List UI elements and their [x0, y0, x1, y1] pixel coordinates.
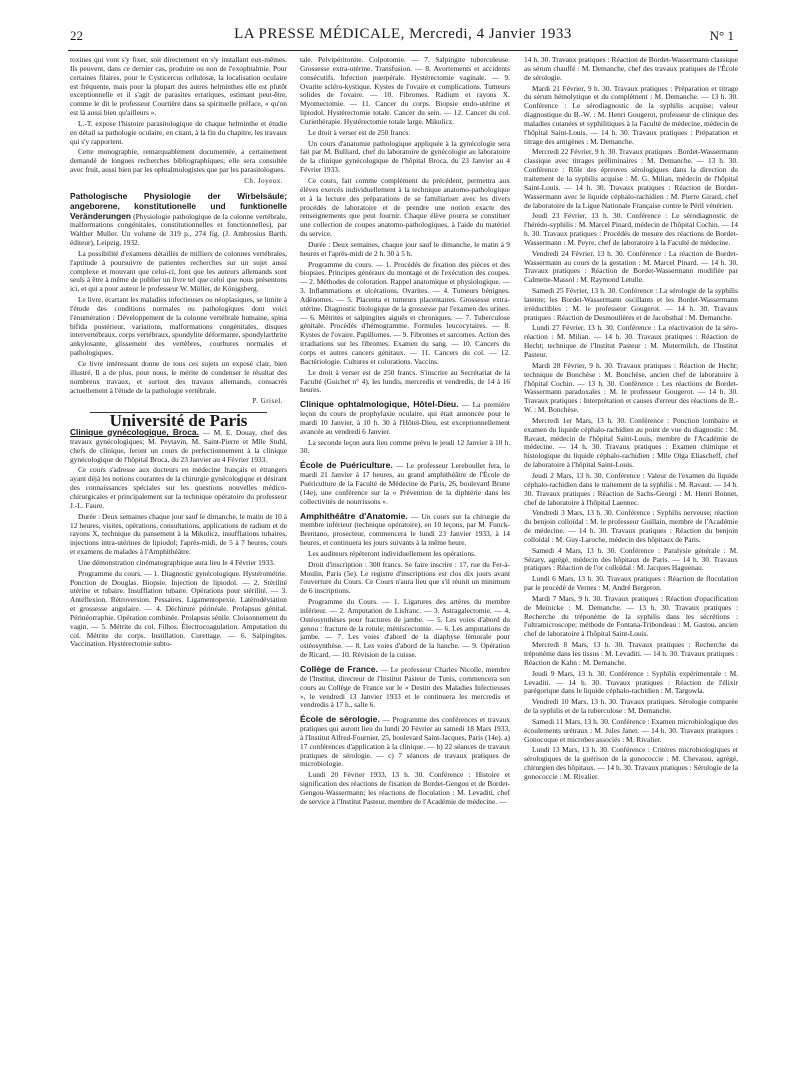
review-paragraph: Ce livre intéressant donne de tous ces sujets un exposé clair, bien illustré. Il a de plus, pour nous, le mérite de condenser le résultat des nombreux travaux, et surtout des travaux allemands, consacrés actuellement à l'étude de la pathologie vertébrale.	[70, 359, 287, 395]
schedule-paragraph: Vendredi 3 Mars, 13 h. 30. Conférence : Syphilis nerveuse; réaction du benjoin colloïdal : M. le professeur Guillain, membre de l'Académie de médecine. — 14 h. 30. Travaux pratiques : Réaction du benjoin colloïdal : M. Guy-Laroche, médecin des hôpitaux de Paris.	[524, 508, 738, 544]
column-3	[524, 56, 738, 784]
notice-text: — La première leçon du cours de prophylaxie oculaire, qui était annoncée pour le mardi 10 Janvier, à 10 h. 30 à l'Hôtel-Dieu, est exceptionnellement avancée au vendredi 6 Janvier.	[300, 400, 510, 436]
notice-paragraph: Droit d'inscription : 300 francs. Se faire inscrire : 17, rue du Fer-à-Moulin, Paris (5e). Le registre d'inscriptions est clos dix jours avant l'ouverture du Cours. Ce Cours n'aura lieu que s'il réunit un minimum de 6 inscriptions.	[300, 559, 510, 596]
schedule-paragraph: Mercredi 1er Mars, 13 h. 30. Conférence : Ponction lombaire et examen du liquide céphalo-rachidien au point de vue du diagnostic : M. Ravaut, médecin de l'hôpital Saint-Louis, membre de l'Académie de médecine. — 14 h. 30. Travaux pratiques : Examen chimique et histologique du liquide céphalo-rachidien : Mlle Olga Eliascheff, chef de laboratoire à l'hôpital Saint-Louis.	[524, 415, 738, 470]
notice-paragraph: Programme du cours. — 1. Diagnostic gynécologique. Hystérométrie. Ponction de Douglas. Biopsie. Injection de lipiodol. — 2. Stérilité utérine et tubaire. Insufflation tubaire. Opérations pour stérilité. — 3. Antéflexion. Rétroversion. Pessaires. Ligamentopexie. Latérodéviation et grossesse angulaire. — 4. Déchirure périnéale. Prolapsus génital. Périnéorraphie. Opération combinée. Prolapsus sénile. Cloisonnement du vagin. — 5. Métrite du col. Filhos. Électrocoagulation. Amputation du col. Métrite du corps. Instillation. Curettage. — 6. Salpingites. Vaccination. Hystérectomie subto-	[70, 568, 287, 649]
schedule-paragraph: Mercredi 22 Février, 9 h. 30. Travaux pratiques : Bordet-Wassermann classique avec titrages préliminaires : M. Demanche. — 13 h. 30. Conférence : Rôle des épreuves sérologiques dans la direction du traitement de la syphilis acquise : M. G. Milian, médecin de l'hôpital Saint-Louis. — 14 h. 30. Travaux pratiques : Réaction de Bordet-Wassermann avec le liquide céphalo-rachidien : M. Pierre Girard, chef de laboratoire de la Ligue Nationale Française contre le Péril vénérien.	[524, 147, 738, 210]
schedule-paragraph: Jeudi 9 Mars, 13 h. 30. Conférence : Syphilis expérimentale : M. Levaditi. — 14 h. 30. Travaux pratiques : Réaction de l'élixir parégorique dans le liquide céphalo-rachidien : M. Targowla.	[524, 668, 738, 696]
notice-text: — Le professeur Charles Nicolle, membre de l'Institut, directeur de l'Institut Pasteur de Tunis, commencera son cours au Collège de France sur le « Destin des Maladies Infectieuses », le vendredi 13 Janvier 1933 et le continuera les mercredis et vendredis à 17 h., salle 6.	[300, 665, 510, 710]
notice-heading: Amphithéâtre d'Anatomie.	[300, 510, 408, 521]
page-header	[68, 26, 738, 51]
notice-paragraph: Un cours d'anatomie pathologique appliquée à la gynécologie sera fait par M. Bulliard, chef du laboratoire de gynécologie au laboratoire de la clinique gynécologique de l'hôpital Broca, du 23 Janvier au 4 Février 1933.	[300, 138, 510, 175]
notice-paragraph: Durée : Deux semaines chaque jour sauf le dimanche, le matin de 10 à 12 heures, visites, opérations, consultations, applications de radium et de rayons X, technique du pansement à la Mikulicz, insufflations tubaires, injections intra-utérines de lipiodol; l'après-midi, de 5 à 7 heures, cours et examens de malades à l'Amphithéâtre.	[70, 511, 287, 557]
schedule-paragraph: Lundi 13 Mars, 13 h. 30. Conférence : Critères microbiologiques et sérologiques de la guérison de la gonococcie : M. Chevassu, agrégé, chirurgien des hôpitaux. — 14 h. 30. Travaux pratiques : Sérologie de la gonococcie : M. Rivalier.	[524, 745, 738, 781]
schedule-paragraph: Samedi 11 Mars, 13 h. 30. Conférence : Examen microbiologique des écoulements urétraux : M. Jules Janet. — 14 h. 30. Travaux pratiques : Gonocoque et microbes associés : M. Rivalier.	[524, 716, 738, 744]
notice-text: — Programme des conférences et travaux pratiques qui auront lieu du lundi 20 Février au samedi 18 Mars 1933, à l'Institut Alfred-Fournier, 25, boulevard Saint-Jacques, Paris (14e). a) 17 conférences d'application à la clinique. — b) 22 séances de travaux pratiques de sérologie. — c) 7 séances de travaux pratiques de microbiologie.	[300, 715, 510, 769]
notice-text: — M. E. Douay, chef des travaux gynécologiques; M. Peytavin, M. Saint-Pierre et Mlle Stuhl, chefs de clinique, feront un cours de perfectionnement à la clinique gynécologique de l'hôpital Broca, du 23 Janvier au 4 Février 1933.	[70, 428, 287, 464]
schedule-paragraph: Mardi 21 Février, 9 h. 30. Travaux pratiques : Préparation et titrage du sérum hémolytique et du complément : M. Demanche. — 13 h. 30. Conférence : Le sérodiagnostic de la syphilis acquise; valeur diagnostique du B.-W. : M. Henri Gougerot, professeur de clinique des maladies cutanées et syphilitiques à la Faculté de médecine, médecin de l'hôpital Saint-Louis. — 14 h. 30. Travaux pratiques : Préparation et titrage des antigènes : M. Demanche.	[524, 83, 738, 146]
schedule-paragraph: Samedi 25 Février, 13 h. 30. Conférence : La sérologie de la syphilis latente; les Bordet-Wassermann oscillants et les Bordet-Wassermann irréductibles : M. le professeur Gougerot. — 14 h. 30. Travaux pratiques : Réaction de Desmoulières et de Jacobsthal : M. Demanche.	[524, 286, 738, 322]
schedule-paragraph: Jeudi 2 Mars, 13 h. 30. Conférence : Valeur de l'examen du liquide céphalo-rachidien dans le traitement de la syphilis : M. Ravaut. — 14 h. 30. Travaux pratiques : Réaction de Sachs-Georgi : M. Henri Bonnet, chef de laboratoire à l'hôpital Laennec.	[524, 470, 738, 507]
journal-title: LA PRESSE MÉDICALE, Mercredi, 4 Janvier 1933	[234, 26, 572, 42]
schedule-paragraph: Lundi 27 Février, 13 h. 30. Conférence : La réactivation de la séro-réaction : M. Milian. — 14 h. 30. Travaux pratiques : Réaction de Hecht; technique de l'Institut Pasteur : M. Mutermilch, de l'Institut Pasteur.	[524, 323, 738, 359]
column-1	[70, 56, 287, 651]
column-2	[300, 56, 510, 809]
notice-paragraph	[300, 665, 510, 710]
schedule-paragraph: Jeudi 23 Février, 13 h. 30. Conférence : Le sérodiagnostic de l'hérédo-syphilis : M. Marcel Pinard, médecin de l'hôpital Cochin. — 14 h. 30. Travaux pratiques : Procédés de mesure des réactions de Bordet-Wassermann : M. Peyre, chef de laboratoire à la Faculté de médecine.	[524, 211, 738, 247]
schedule-paragraph: Vendredi 24 Février, 13 h. 30. Conférence : La réaction de Bordet-Wassermann au cours de la gestation : M. Marcel Pinard. — 14 h. 30. Travaux pratiques : Réaction de Bordet-Wassermann modifiée par Calmette-Massol : M. Raymond Letulle.	[524, 248, 738, 285]
notice-paragraph	[300, 512, 510, 548]
notice-paragraph: tale. Pelvipéritonite. Colpotomie. — 7. Salpingite tuberculeuse. Grossesse extra-utérine. Transfusion. — 8. Avortements et accidents consécutifs. Infection puerpérale. Hystérectomie vaginale. — 9. Ovarite scléro-kystique. Kystes de l'ovaire et complications. Tumeurs solides de l'ovaire. — 10. Fibromes. Radium et rayons X. Myomectomie. — 11. Cancer du corps. Biopsie endo-utérine et lipiodol. Hystérectomie totale. Cancer du sein. — 12. Cancer du col. Curiethérapie. Hystérectomie totale large. Mikulicz.	[300, 55, 510, 126]
notice-paragraph: Ce cours, fait comme complément du précédent, permettra aux élèves exercés individuellement à la technique anatomo-pathologique et à la lecture des préparations de se familiariser avec les divers procédés de laboratoire et de prendre une notion exacte des renseignements que peut fournir. Chaque élève pourra se constituer une collection de coupes anatomo-pathologiques, à l'aide du matériel du service.	[300, 175, 510, 239]
notice-paragraph: Le droit à verser est de 250 francs. S'inscrire au Secrétariat de la Faculté (Guichet n° 4), les lundis, mercredis et vendredis, de 14 à 16 heures.	[300, 367, 510, 395]
notice-heading: Clinique ophtalmologique, Hôtel-Dieu.	[300, 399, 459, 410]
schedule-paragraph: 14 h. 30. Travaux pratiques : Réaction de Bordet-Wassermann classique au sérum chauffé : M. Demanche, chef des travaux pratiques de l'École de sérologie.	[524, 55, 738, 82]
schedule-paragraph: Lundi 6 Mars, 13 h. 30. Travaux pratiques : Réaction de floculation par le procédé de Vernes : M. André Bergeron.	[524, 574, 738, 593]
book-details: (Physiologie pathologique de la colonne vertébrale, malformations congénitales, constitutionnelles et fonctionnelles), par Walther Muller. Un volume de 319 p., 274 fig. (J. Ambrosius Barth, éditeur), Leipzig, 1932.	[70, 211, 287, 248]
book-title: Pathologische Physiologie der Wirbelsäule; angeborene, konstitutionelle und funktionelle Veränderungen	[70, 190, 287, 221]
book-review-heading	[70, 192, 287, 248]
notice-paragraph	[300, 461, 510, 506]
notice-paragraph	[300, 715, 510, 769]
schedule-paragraph: Samedi 4 Mars, 13 h. 30. Conférence : Paralysie générale : M. Sézary, agrégé, médecin des hôpitaux de Paris. — 14 h. 30. Travaux pratiques : Réaction de l'or colloïdal : M. Jacques Haguenau.	[524, 545, 738, 573]
issue-number: N° 1	[709, 28, 734, 43]
schedule-paragraph: Mardi 7 Mars, 9 h. 30. Travaux pratiques : Réaction d'opacification de Meinicke : M. Demanche. — 13 h. 30. Travaux pratiques : Recherche du tréponème de la syphilis dans les sécrétions : l'ultramicroscope; méthode de Fontana-Tribondeau : M. Gastou, ancien chef de laboratoire à l'hôpital Saint-Louis.	[524, 593, 738, 639]
section-title: Université de Paris	[109, 411, 248, 431]
notice-paragraph: Une démonstration cinématographique aura lieu le 4 Février 1933.	[78, 557, 275, 567]
review-paragraph: L.-T. expose l'histoire parasitologique de chaque helminthe et étudie en détail sa pathologie oculaire, en citant, à la fin du chapitre, les travaux qui s'y rapportent.	[70, 118, 287, 146]
notice-text: — Le professeur Lereboullet fera, le mardi 21 Janvier à 17 heures, au grand amphithéâtre de l'École de Puériculture de la Faculté de Médecine de Paris, 26, boulevard Brune (14e), une conférence sur la « Prévention de la diphtérie dans les collectivités de nourrissons ».	[300, 461, 510, 506]
notice-heading: Clinique gynécologique, Broca.	[70, 427, 199, 438]
notice-paragraph: Lundi 20 Février 1933, 13 h. 30. Conférence : Histoire et signification des réactions de fixation de Bordet-Gengou et de Bordet-Gengou-Wassermann; les réactions de floculation : M. Levaditi, chef de service à l'Institut Pasteur, membre de l'Académie de médecine. —	[300, 770, 510, 806]
review-signature: Ch. Joyeux.	[244, 176, 283, 185]
review-paragraph: toxines qui vont s'y fixer, soit directement en s'y installant eux-mêmes. Ils peuvent, dans ce dernier cas, produire ou non de l'exophtalmie. Pour certaines filaires, pour le Cysticercus cellulosæ, la localisation oculaire est fréquente, mais pour la plupart des autres helminthes elle est plutôt exceptionnelle et il s'agit de parasites erratiques, estimant peut-être, comme le dit le professeur Courtière dans sa spirituelle préface, « qu'on est là aussi bien qu'ailleurs ».	[70, 55, 287, 118]
schedule-paragraph: Mardi 28 Février, 9 h. 30. Travaux pratiques : Réaction de Hecht; technique de Bonchèse : M. Bonchèse, ancien chef de laboratoire à l'hôpital Cochin. — 13 h. 30. Conférence : Les réactions de Bordet-Wassermann paradoxales : M. le professeur Gougerot. — 14 h. 30. Travaux pratiques : Interprétation et causes d'erreur des réactions de B.-W. : M. Bonchèse.	[524, 360, 738, 415]
page-number: 22	[70, 28, 83, 43]
notice-paragraph: Programme du cours. — 1. Procédés de fixation des pièces et des biopsies. Principes généraux du montage et de l'exécution des coupes. — 2. Méthodes de coloration. Rappel anatomique et physiologique. — 3. Inflammations et ulcérations. Ovarites. — 4. Tumeurs bénignes. Adénomes. — 5. Placenta et tumeurs placentaires. Grossesse extra-utérine. Diagnostic biologique de la grossesse par l'examen des urines. — 6. Métrites et salpingites aiguës et chroniques. — 7. Tuberculose génitale. Procédés d'hémogramme. Formules leucocytaires. — 8. Kystes de l'ovaire. Papillomes. — 9. Fibromes et sarcomes. Action des irradiations sur les fibromes. Examen du sang. — 10. Cancers du corps et autres cancers génitaux. — 11. Cancers du col. — 12. Bactériologie. Cultures et colorations. Vaccins.	[300, 259, 510, 366]
notice-paragraph	[300, 400, 510, 436]
review-signature: P. Grisel.	[252, 397, 283, 406]
notice-paragraph: Programme du Cours. — 1. Ligatures des artères du membre inférieur. — 2. Amputation de Lisfranc. — 3. Astragalectomie. — 4. Ostéosynthèses pour fractures de jambe. — 5. Les voies d'abord du genou : fracture de la rotule; méniscectomie. — 6. Les amputations de jambe. — 7. Les voies d'abord de la diaphyse fémorale pour ostéosynthèse. — 8. Les voies d'abord de la hanche. — 9. Opération de Ricard. — 10. Révision de la cuisse.	[300, 597, 510, 660]
notice-heading: École de Puériculture.	[300, 460, 393, 471]
notice-paragraph	[70, 428, 287, 464]
notice-paragraph: Les auditeurs répéteront individuellement les opérations.	[308, 548, 476, 558]
review-paragraph: Le livre, écartant les maladies infectieuses ou néoplasiques, se limite à l'étude des conditions normales ou pathologiques dont voici l'énumération : Développement de la colonne vertébrale humaine, spina bifida postérieur, variations, malformations congénitales, disques intervertébraux, corps vertébraux, spondylite déformante, spondylarthrite ankylosante, glissement des vertèbres, courbures normales et pathologiques.	[70, 295, 287, 358]
notice-paragraph: Durée : Deux semaines, chaque jour sauf le dimanche, le matin à 9 heures et l'après-midi de 2 h. 30 à 5 h.	[300, 239, 510, 258]
notice-heading: Collège de France.	[300, 664, 378, 674]
notice-paragraph: Le droit à verser est de 250 francs.	[308, 127, 411, 137]
schedule-paragraph: Vendredi 10 Mars, 13 h. 30. Travaux pratiques. Sérologie comparée de la syphilis et de la tuberculose : M. Demanche.	[524, 697, 738, 716]
notice-paragraph: Ce cours s'adresse aux docteurs en médecine français et étrangers ayant déjà les notions courantes de la chirurgie gynécologique et désirant des connaissances spéciales sur les questions nouvelles médico-chirurgicales et principalement sur la technique opératoire du professeur J.-L. Faure.	[70, 465, 287, 510]
notice-text: — Un cours sur la chirurgie du membre inférieur (technique opératoire), en 10 leçons, par M. Funck-Brentano, prosecteur, commencera le lundi 23 Janvier 1933, à 14 heures, et continuera les jours suivants à la même heure.	[300, 511, 510, 548]
notice-heading: École de sérologie.	[300, 714, 380, 725]
notice-paragraph: La seconde leçon aura lieu comme prévu le jeudi 12 Janvier à 10 h. 30.	[300, 437, 510, 456]
schedule-paragraph: Mercredi 8 Mars, 13 h. 30. Travaux pratiques : Recherche du tréponème dans les tissus : M. Levaditi. — 14 h. 30. Travaux pratiques : Réaction de Kahn : M. Demanche.	[524, 640, 738, 667]
review-paragraph: La possibilité d'examens détaillés de milliers de colonnes vertébrales, l'aptitude à poursuivre de patientes recherches sur un sujet aussi complexe et mouvant que celui-ci, font que les auteurs allemands sont seuls à être à même de publier un livre tel que celui que nous présentons ici, et qui a pour auteur le professeur W. Müller, de Königsberg.	[70, 248, 287, 294]
review-paragraph: Cette monographie, remarquablement documentée, a certainement demandé de longues recherches bibliographiques; elle sera consultée avec fruit, aussi bien par les ophtalmologistes que par les parasitologues.	[70, 147, 287, 175]
